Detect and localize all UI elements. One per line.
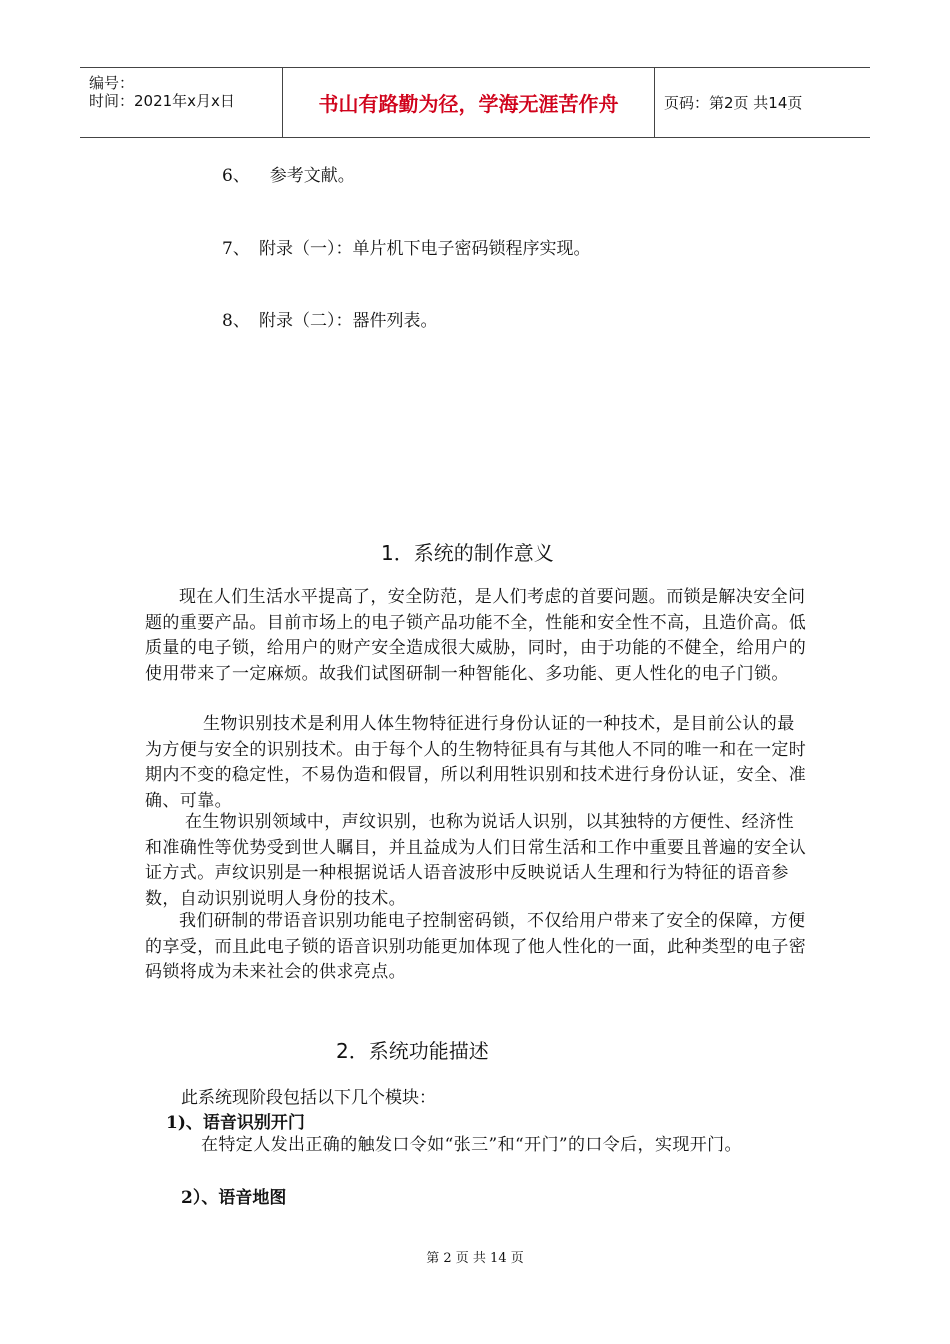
- section1-paragraph-2: 生物识别技术是利用人体生物特征进行身份认证的一种技术，是目前公认的最为方便与安全的识别技术。由于每个人的生物特征具有与其他人不同的唯一和在一定时期内不变的稳定性，不易伪造和假冒，所以利用牲识别和技术进行身份认证，安全、准确、可靠。: [145, 714, 807, 811]
- toc-item-number: 8、: [222, 311, 250, 331]
- toc-item-number: 6、: [222, 166, 250, 186]
- module-2-title: 2）、语音地图: [181, 1188, 287, 1208]
- toc-item-8: [222, 306, 438, 331]
- toc-item-7: [222, 234, 591, 259]
- page-header: [80, 67, 870, 138]
- toc-item-text: 附录（一）：单片机下电子密码锁程序实现。: [259, 239, 591, 259]
- module-1-title: 1)、语音识别开门: [166, 1113, 305, 1133]
- header-motto: 书山有路勤为径，学海无涯苦作舟: [282, 68, 655, 137]
- section1-heading: 1．系统的制作意义: [381, 541, 554, 565]
- document-date-label: 时间：2021年x月x日: [89, 92, 235, 110]
- page-footer: 第 2 页 共 14 页: [426, 1251, 524, 1266]
- document-number-label: 编号：: [89, 74, 135, 92]
- section2-heading: 2．系统功能描述: [336, 1039, 489, 1063]
- toc-item-6: [222, 161, 355, 186]
- toc-item-text: 参考文献。: [259, 166, 355, 186]
- header-page-info: 页码：第2页 共14页: [664, 94, 803, 112]
- toc-item-number: 7、: [222, 239, 250, 259]
- header-page-cell: [654, 68, 870, 137]
- header-info-cell: [80, 68, 282, 137]
- section1-paragraph-4: 我们研制的带语音识别功能电子控制密码锁，不仅给用户带来了安全的保障，方便的享受，而且此电子锁的语音识别功能更加体现了他人性化的一面，此种类型的电子密码锁将成为未来社会的供求亮点。: [145, 911, 807, 982]
- module-1-description: 在特定人发出正确的触发口令如“张三”和“开门”的口令后，实现开门。: [201, 1135, 742, 1155]
- section1-paragraph-1: 现在人们生活水平提高了，安全防范，是人们考虑的首要问题。而锁是解决安全问题的重要产品。目前市场上的电子锁产品功能不全，性能和安全性不高，且造价高。低质量的电子锁，给用户的财产安全造成很大威胁，同时，由于功能的不健全，给用户的使用带来了一定麻烦。故我们试图研制一种智能化、多功能、更人性化的电子门锁。: [145, 587, 807, 684]
- section2-intro: 此系统现阶段包括以下几个模块：: [181, 1088, 436, 1108]
- toc-item-text: 附录（二）：器件列表。: [259, 311, 438, 331]
- section1-paragraph-3: 在生物识别领域中，声纹识别，也称为说话人识别，以其独特的方便性、经济性和准确性等优势受到世人瞩目，并且益成为人们日常生活和工作中重要且普遍的安全认证方式。声纹识别是一种根据说话人语音波形中反映说话人生理和行为特征的语音参数，自动识别说明人身份的技术。: [145, 812, 807, 909]
